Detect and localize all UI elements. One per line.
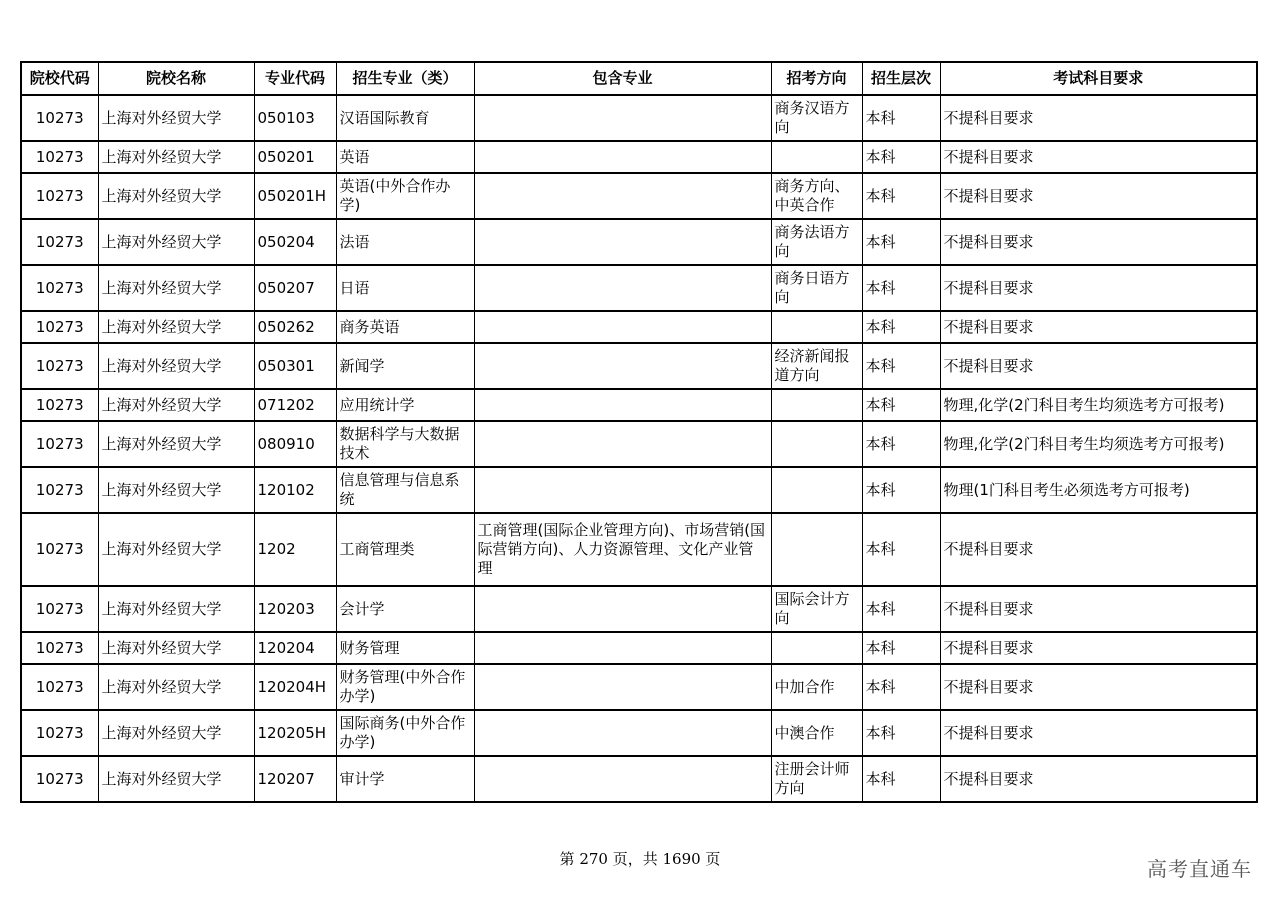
cell-school-name: 上海对外经贸大学 — [98, 311, 254, 343]
cell-included-majors — [474, 586, 771, 632]
cell-level: 本科 — [862, 389, 940, 421]
cell-level: 本科 — [862, 219, 940, 265]
table-row — [21, 467, 1257, 513]
table-body — [21, 95, 1257, 802]
table-row — [21, 513, 1257, 586]
table-row — [21, 343, 1257, 389]
cell-school-name: 上海对外经贸大学 — [98, 710, 254, 756]
cell-major-code: 050262 — [254, 311, 336, 343]
table-row — [21, 710, 1257, 756]
cell-major: 法语 — [336, 219, 474, 265]
cell-school-name: 上海对外经贸大学 — [98, 513, 254, 586]
cell-school-name: 上海对外经贸大学 — [98, 586, 254, 632]
cell-included-majors — [474, 265, 771, 311]
cell-major: 财务管理(中外合作办学) — [336, 664, 474, 710]
cell-school-code: 10273 — [21, 467, 98, 513]
cell-requirement: 不提科目要求 — [940, 710, 1257, 756]
cell-major: 英语 — [336, 141, 474, 173]
table-row — [21, 586, 1257, 632]
header-direction: 招考方向 — [771, 62, 862, 95]
cell-school-name: 上海对外经贸大学 — [98, 467, 254, 513]
header-included-majors: 包含专业 — [474, 62, 771, 95]
cell-direction — [771, 421, 862, 467]
cell-school-code: 10273 — [21, 173, 98, 219]
cell-direction: 国际会计方向 — [771, 586, 862, 632]
cell-major-code: 120203 — [254, 586, 336, 632]
cell-school-code: 10273 — [21, 664, 98, 710]
cell-major: 英语(中外合作办学) — [336, 173, 474, 219]
cell-level: 本科 — [862, 421, 940, 467]
cell-level: 本科 — [862, 586, 940, 632]
cell-level: 本科 — [862, 710, 940, 756]
cell-school-code: 10273 — [21, 513, 98, 586]
cell-school-name: 上海对外经贸大学 — [98, 141, 254, 173]
cell-major: 信息管理与信息系统 — [336, 467, 474, 513]
cell-school-code: 10273 — [21, 141, 98, 173]
table-row — [21, 421, 1257, 467]
header-major-code: 专业代码 — [254, 62, 336, 95]
cell-requirement: 不提科目要求 — [940, 95, 1257, 141]
cell-major-code: 050207 — [254, 265, 336, 311]
cell-school-code: 10273 — [21, 710, 98, 756]
cell-level: 本科 — [862, 141, 940, 173]
table-header-row — [21, 62, 1257, 95]
cell-major: 国际商务(中外合作办学) — [336, 710, 474, 756]
cell-requirement: 不提科目要求 — [940, 513, 1257, 586]
cell-included-majors — [474, 664, 771, 710]
cell-included-majors — [474, 173, 771, 219]
cell-direction: 商务法语方向 — [771, 219, 862, 265]
cell-major-code: 050201 — [254, 141, 336, 173]
cell-major-code: 1202 — [254, 513, 336, 586]
cell-major-code: 120204 — [254, 632, 336, 664]
cell-included-majors — [474, 219, 771, 265]
cell-school-name: 上海对外经贸大学 — [98, 95, 254, 141]
cell-major: 财务管理 — [336, 632, 474, 664]
cell-included-majors — [474, 141, 771, 173]
table-row — [21, 95, 1257, 141]
header-school-name: 院校名称 — [98, 62, 254, 95]
cell-major-code: 050204 — [254, 219, 336, 265]
cell-major: 数据科学与大数据技术 — [336, 421, 474, 467]
cell-school-code: 10273 — [21, 265, 98, 311]
cell-included-majors — [474, 467, 771, 513]
cell-school-code: 10273 — [21, 219, 98, 265]
cell-requirement: 不提科目要求 — [940, 311, 1257, 343]
cell-major: 审计学 — [336, 756, 474, 802]
cell-school-name: 上海对外经贸大学 — [98, 265, 254, 311]
cell-direction: 中加合作 — [771, 664, 862, 710]
cell-direction: 商务日语方向 — [771, 265, 862, 311]
cell-requirement: 不提科目要求 — [940, 265, 1257, 311]
header-major: 招生专业（类） — [336, 62, 474, 95]
cell-included-majors — [474, 343, 771, 389]
cell-school-name: 上海对外经贸大学 — [98, 219, 254, 265]
cell-school-code: 10273 — [21, 586, 98, 632]
cell-level: 本科 — [862, 311, 940, 343]
cell-school-code: 10273 — [21, 632, 98, 664]
cell-school-code: 10273 — [21, 756, 98, 802]
header-level: 招生层次 — [862, 62, 940, 95]
cell-major-code: 120205H — [254, 710, 336, 756]
cell-school-name: 上海对外经贸大学 — [98, 173, 254, 219]
cell-school-name: 上海对外经贸大学 — [98, 632, 254, 664]
cell-major-code: 120207 — [254, 756, 336, 802]
cell-requirement: 不提科目要求 — [940, 219, 1257, 265]
cell-level: 本科 — [862, 467, 940, 513]
cell-requirement: 不提科目要求 — [940, 632, 1257, 664]
cell-major-code: 050103 — [254, 95, 336, 141]
cell-direction: 中澳合作 — [771, 710, 862, 756]
table-row — [21, 632, 1257, 664]
cell-major: 工商管理类 — [336, 513, 474, 586]
cell-level: 本科 — [862, 513, 940, 586]
cell-requirement: 不提科目要求 — [940, 343, 1257, 389]
cell-requirement: 不提科目要求 — [940, 141, 1257, 173]
cell-school-code: 10273 — [21, 311, 98, 343]
cell-major-code: 050201H — [254, 173, 336, 219]
cell-level: 本科 — [862, 265, 940, 311]
table-row — [21, 756, 1257, 802]
cell-major-code: 071202 — [254, 389, 336, 421]
cell-included-majors — [474, 756, 771, 802]
cell-included-majors — [474, 421, 771, 467]
cell-major: 商务英语 — [336, 311, 474, 343]
page-number: 第 270 页，共 1690 页 — [559, 850, 721, 868]
cell-major: 会计学 — [336, 586, 474, 632]
cell-level: 本科 — [862, 664, 940, 710]
cell-school-code: 10273 — [21, 343, 98, 389]
cell-requirement: 物理,化学(2门科目考生均须选考方可报考) — [940, 421, 1257, 467]
cell-included-majors — [474, 311, 771, 343]
cell-included-majors — [474, 632, 771, 664]
cell-major: 汉语国际教育 — [336, 95, 474, 141]
cell-requirement: 不提科目要求 — [940, 586, 1257, 632]
admissions-table-container — [20, 61, 1256, 803]
cell-direction: 经济新闻报道方向 — [771, 343, 862, 389]
cell-major-code: 120102 — [254, 467, 336, 513]
cell-level: 本科 — [862, 173, 940, 219]
table-row — [21, 311, 1257, 343]
cell-requirement: 物理,化学(2门科目考生均须选考方可报考) — [940, 389, 1257, 421]
cell-major-code: 080910 — [254, 421, 336, 467]
cell-direction — [771, 141, 862, 173]
cell-school-name: 上海对外经贸大学 — [98, 421, 254, 467]
cell-requirement: 不提科目要求 — [940, 756, 1257, 802]
cell-included-majors — [474, 710, 771, 756]
table-row — [21, 141, 1257, 173]
watermark: 高考直通车 — [1147, 857, 1252, 881]
cell-school-name: 上海对外经贸大学 — [98, 343, 254, 389]
cell-direction — [771, 632, 862, 664]
cell-included-majors — [474, 95, 771, 141]
cell-level: 本科 — [862, 343, 940, 389]
cell-direction — [771, 389, 862, 421]
cell-included-majors: 工商管理(国际企业管理方向)、市场营销(国际营销方向)、人力资源管理、文化产业管理 — [474, 513, 771, 586]
cell-direction — [771, 311, 862, 343]
cell-school-code: 10273 — [21, 421, 98, 467]
cell-direction: 商务方向、中英合作 — [771, 173, 862, 219]
cell-direction — [771, 467, 862, 513]
cell-requirement: 不提科目要求 — [940, 173, 1257, 219]
cell-major: 新闻学 — [336, 343, 474, 389]
table-row — [21, 219, 1257, 265]
cell-included-majors — [474, 389, 771, 421]
table-row — [21, 389, 1257, 421]
table-row — [21, 664, 1257, 710]
cell-level: 本科 — [862, 632, 940, 664]
admissions-table — [20, 61, 1258, 803]
cell-major-code: 050301 — [254, 343, 336, 389]
cell-requirement: 物理(1门科目考生必须选考方可报考) — [940, 467, 1257, 513]
cell-school-code: 10273 — [21, 389, 98, 421]
cell-direction: 注册会计师方向 — [771, 756, 862, 802]
cell-school-name: 上海对外经贸大学 — [98, 664, 254, 710]
cell-school-name: 上海对外经贸大学 — [98, 389, 254, 421]
cell-major-code: 120204H — [254, 664, 336, 710]
cell-school-code: 10273 — [21, 95, 98, 141]
cell-school-name: 上海对外经贸大学 — [98, 756, 254, 802]
cell-direction: 商务汉语方向 — [771, 95, 862, 141]
cell-major: 应用统计学 — [336, 389, 474, 421]
header-requirement: 考试科目要求 — [940, 62, 1257, 95]
header-school-code: 院校代码 — [21, 62, 98, 95]
cell-level: 本科 — [862, 95, 940, 141]
table-row — [21, 265, 1257, 311]
cell-level: 本科 — [862, 756, 940, 802]
cell-major: 日语 — [336, 265, 474, 311]
cell-direction — [771, 513, 862, 586]
cell-requirement: 不提科目要求 — [940, 664, 1257, 710]
table-row — [21, 173, 1257, 219]
